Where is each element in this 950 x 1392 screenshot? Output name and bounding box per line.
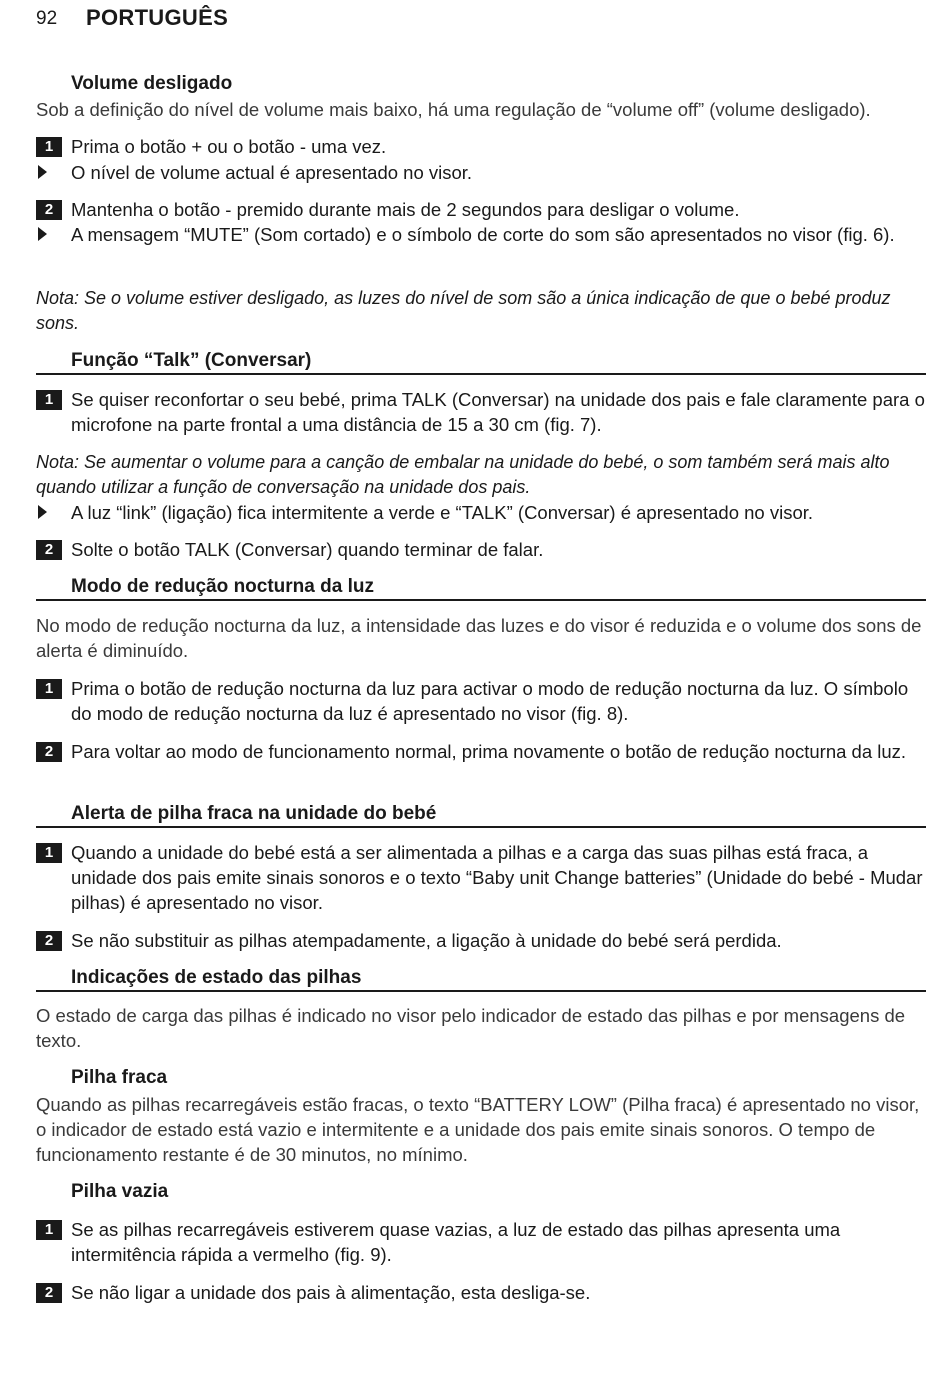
volume-off-intro: Sob a definição do nível de volume mais baixo, há uma regulação de “volume off” (volume desligado). [36,99,871,120]
step-text: Prima o botão de redução nocturna da luz para activar o modo de redução nocturna da luz. O símbolo do modo de redução nocturna da luz é apresentado no visor (fig. 8). [71,678,909,724]
result-text: A mensagem “MUTE” (Som cortado) e o símbolo de corte do som são apresentados no visor (fig. 6). [71,224,895,245]
result-arrow-icon [38,165,47,179]
subsection-empty-battery [36,1180,926,1204]
night-mode-step-2 [36,739,928,764]
talk-result-1 [36,500,928,525]
result-arrow-icon [38,227,47,241]
talk-note: Nota: Se aumentar o volume para a canção de embalar na unidade do bebé, o som também será mais alto quando utilizar a função de conversação na unidade dos pais. [36,452,890,497]
volume-off-note: Nota: Se o volume estiver desligado, as luzes do nível de som são a única indicação de que o bebé produz sons. [36,288,891,333]
empty-battery-step-2 [36,1280,928,1305]
section-title: Alerta de pilha fraca na unidade do bebé [71,803,437,824]
result-text: A luz “link” (ligação) fica intermitente a verde e “TALK” (Conversar) é apresentado no visor. [71,502,814,523]
result-text: O nível de volume actual é apresentado no visor. [71,162,473,183]
section-title: Indicações de estado das pilhas [71,967,362,988]
step-number-badge: 2 [36,200,62,220]
step-number-badge: 1 [36,137,62,157]
page-number: 92 [36,8,58,29]
section-night-mode [36,575,926,601]
talk-step-1 [36,387,928,437]
step-number-badge: 1 [36,390,62,410]
step-number-badge: 2 [36,931,62,951]
section-low-battery-alert [36,802,926,828]
low-battery-step-2 [36,928,928,953]
volume-off-result-2 [36,222,928,247]
section-title: Função “Talk” (Conversar) [71,350,312,371]
step-text: Se quiser reconfortar o seu bebé, prima TALK (Conversar) na unidade dos pais e fale claramente para o microfone na parte frontal a uma distância de 15 a 30 cm (fig. 7). [71,389,925,435]
section-title: Modo de redução nocturna da luz [71,576,374,597]
volume-off-result-1 [36,160,928,185]
step-text: Prima o botão + ou o botão - uma vez. [71,136,387,157]
step-number-badge: 1 [36,679,62,699]
step-number-badge: 2 [36,742,62,762]
step-text: Quando a unidade do bebé está a ser alimentada a pilhas e a carga das suas pilhas está fraca, a unidade dos pais emite sinais sonoros e o texto “Baby unit Change batteries” (Unidade do bebé - Mudar pilhas) é apresentado no visor. [71,842,923,913]
step-text: Se as pilhas recarregáveis estiverem quase vazias, a luz de estado das pilhas apresenta uma intermitência rápida a vermelho (fig. 9). [71,1219,841,1265]
volume-off-step-1 [36,134,928,159]
low-battery-step-1 [36,840,928,915]
step-text: Se não ligar a unidade dos pais à alimentação, esta desliga-se. [71,1282,591,1303]
result-arrow-icon [38,505,47,519]
step-text: Para voltar ao modo de funcionamento normal, prima novamente o botão de redução nocturna da luz. [71,741,907,762]
section-battery-status [36,966,926,992]
subsection-title: Pilha fraca [71,1067,168,1088]
step-number-badge: 2 [36,540,62,560]
step-number-badge: 1 [36,843,62,863]
language-heading: PORTUGUÊS [86,5,229,30]
step-text: Se não substituir as pilhas atempadamente, a ligação à unidade do bebé será perdida. [71,930,782,951]
battery-status-intro: O estado de carga das pilhas é indicado no visor pelo indicador de estado das pilhas e por mensagens de texto. [36,1005,906,1051]
step-number-badge: 2 [36,1283,62,1303]
talk-step-2 [36,537,928,562]
section-title: Volume desligado [71,73,233,94]
volume-off-step-2 [36,197,928,222]
night-mode-intro: No modo de redução nocturna da luz, a intensidade das luzes e do visor é reduzida e o volume dos sons de alerta é diminuído. [36,615,922,661]
night-mode-step-1 [36,676,928,726]
weak-battery-text: Quando as pilhas recarregáveis estão fracas, o texto “BATTERY LOW” (Pilha fraca) é apresentado no visor, o indicador de estado está vazio e intermitente e a unidade dos pais emite sinais sonoros. O tempo de funcionamento restante é de 30 minutos, no mínimo. [36,1094,920,1165]
step-text: Solte o botão TALK (Conversar) quando terminar de falar. [71,539,544,560]
subsection-weak-battery [36,1066,926,1090]
section-talk [36,349,926,375]
empty-battery-step-1 [36,1217,928,1267]
step-text: Mantenha o botão - premido durante mais de 2 segundos para desligar o volume. [71,199,740,220]
subsection-title: Pilha vazia [71,1181,169,1202]
section-volume-off [36,72,926,96]
step-number-badge: 1 [36,1220,62,1240]
